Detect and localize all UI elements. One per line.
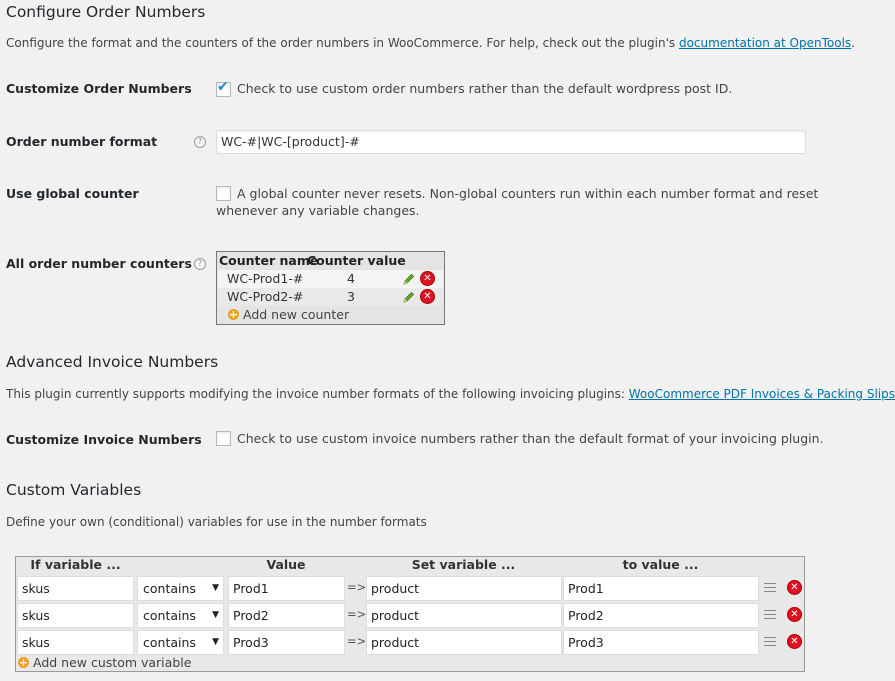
custom-variables-table xyxy=(15,556,805,672)
dropdown-arrow-icon: ▼ xyxy=(212,610,219,620)
invoice-plugin-link[interactable]: WooCommerce PDF Invoices & Packing Slips xyxy=(628,387,895,401)
help-question-icon[interactable]: ? xyxy=(194,136,206,148)
customize-invoice-numbers-checkbox[interactable] xyxy=(216,431,231,446)
section-title-configure: Configure Order Numbers xyxy=(6,3,206,21)
counter-row xyxy=(218,288,443,306)
column-header-to-value: to value ... xyxy=(622,557,699,572)
table-row xyxy=(16,629,804,656)
order-number-format-input[interactable]: WC-#|WC-[product]-# xyxy=(216,130,806,154)
table-row xyxy=(16,575,804,602)
value-input[interactable]: Prod1 xyxy=(228,576,345,601)
counter-name: WC-Prod1-# xyxy=(227,271,304,286)
delete-x-icon[interactable]: ✕ xyxy=(788,635,801,648)
condition-select[interactable] xyxy=(137,630,224,655)
documentation-link[interactable]: documentation at OpenTools xyxy=(678,36,852,50)
counter-row xyxy=(218,270,443,288)
to-value-input[interactable]: Prod2 xyxy=(563,603,759,628)
configure-description xyxy=(6,36,855,50)
counter-value: 3 xyxy=(347,289,355,304)
delete-x-icon[interactable]: ✕ xyxy=(788,581,801,594)
column-header-set-variable: Set variable ... xyxy=(411,557,516,572)
assign-arrow: => xyxy=(347,607,367,621)
column-header-value: Value xyxy=(266,557,306,572)
customize-invoice-numbers-label: Customize Invoice Numbers xyxy=(6,432,202,447)
condition-select-value: contains xyxy=(143,581,196,596)
set-variable-input[interactable]: product xyxy=(366,576,562,601)
counter-value-header: Counter value xyxy=(307,253,406,268)
global-counter-text-line1: A global counter never resets. Non-global counters run within each number format and reset xyxy=(237,186,819,201)
to-value-input[interactable]: Prod3 xyxy=(563,630,759,655)
drag-handle-icon[interactable] xyxy=(764,610,776,622)
plus-circle-icon[interactable]: + xyxy=(228,308,239,321)
condition-select-value: contains xyxy=(143,608,196,623)
counter-name: WC-Prod2-# xyxy=(227,289,304,304)
value-input[interactable]: Prod2 xyxy=(228,603,345,628)
order-number-format-label: Order number format xyxy=(6,134,158,149)
assign-arrow: => xyxy=(347,634,367,648)
table-row xyxy=(16,602,804,629)
section-title-invoice: Advanced Invoice Numbers xyxy=(6,353,219,371)
use-global-counter-label: Use global counter xyxy=(6,186,139,201)
use-global-counter-checkbox[interactable] xyxy=(216,186,231,201)
condition-select[interactable] xyxy=(137,576,224,601)
delete-x-icon[interactable]: ✕ xyxy=(788,608,801,621)
customize-invoice-numbers-text: Check to use custom invoice numbers rather than the default format of your invoicing plugin. xyxy=(237,431,824,446)
if-variable-input[interactable]: skus xyxy=(17,576,134,601)
delete-x-icon[interactable]: ✕ xyxy=(421,272,434,285)
dropdown-arrow-icon: ▼ xyxy=(212,637,219,647)
drag-handle-icon[interactable] xyxy=(764,583,776,595)
delete-x-icon[interactable]: ✕ xyxy=(421,290,434,303)
global-counter-text-line2: whenever any variable changes. xyxy=(216,203,420,218)
counter-name-header: Counter name xyxy=(219,253,319,268)
configure-description-text: Configure the format and the counters of the order numbers in WooCommerce. For help, check out the plugin's xyxy=(6,36,679,50)
help-question-icon[interactable]: ? xyxy=(194,258,206,270)
all-order-number-counters-label: All order number counters xyxy=(6,256,192,271)
if-variable-input[interactable]: skus xyxy=(17,603,134,628)
invoice-description xyxy=(6,387,895,401)
dropdown-arrow-icon: ▼ xyxy=(212,583,219,593)
pencil-icon[interactable] xyxy=(403,273,415,285)
customize-order-numbers-text: Check to use custom order numbers rather than the default wordpress post ID. xyxy=(237,81,733,96)
condition-select-value: contains xyxy=(143,635,196,650)
set-variable-input[interactable]: product xyxy=(366,603,562,628)
counter-value: 4 xyxy=(347,271,355,286)
checkmark-icon: ✔ xyxy=(217,79,229,95)
add-new-custom-variable-link[interactable]: Add new custom variable xyxy=(33,655,192,670)
value-input[interactable]: Prod3 xyxy=(228,630,345,655)
invoice-description-text: This plugin currently supports modifying the invoice number formats of the following invoicing plugins: xyxy=(6,387,629,401)
set-variable-input[interactable]: product xyxy=(366,630,562,655)
add-new-counter-link[interactable]: Add new counter xyxy=(243,307,350,322)
customize-order-numbers-checkbox[interactable] xyxy=(216,79,231,97)
to-value-input[interactable]: Prod1 xyxy=(563,576,759,601)
assign-arrow: => xyxy=(347,580,367,594)
counters-table xyxy=(216,251,445,325)
configure-description-suffix: . xyxy=(851,36,855,50)
customize-order-numbers-label: Customize Order Numbers xyxy=(6,81,192,96)
drag-handle-icon[interactable] xyxy=(764,637,776,649)
condition-select[interactable] xyxy=(137,603,224,628)
if-variable-input[interactable]: skus xyxy=(17,630,134,655)
column-header-if-variable: If variable ... xyxy=(30,557,121,572)
section-title-custom-variables: Custom Variables xyxy=(6,481,142,499)
plus-circle-icon[interactable]: + xyxy=(18,656,29,669)
custom-variables-description: Define your own (conditional) variables for use in the number formats xyxy=(6,515,427,529)
pencil-icon[interactable] xyxy=(403,291,415,303)
